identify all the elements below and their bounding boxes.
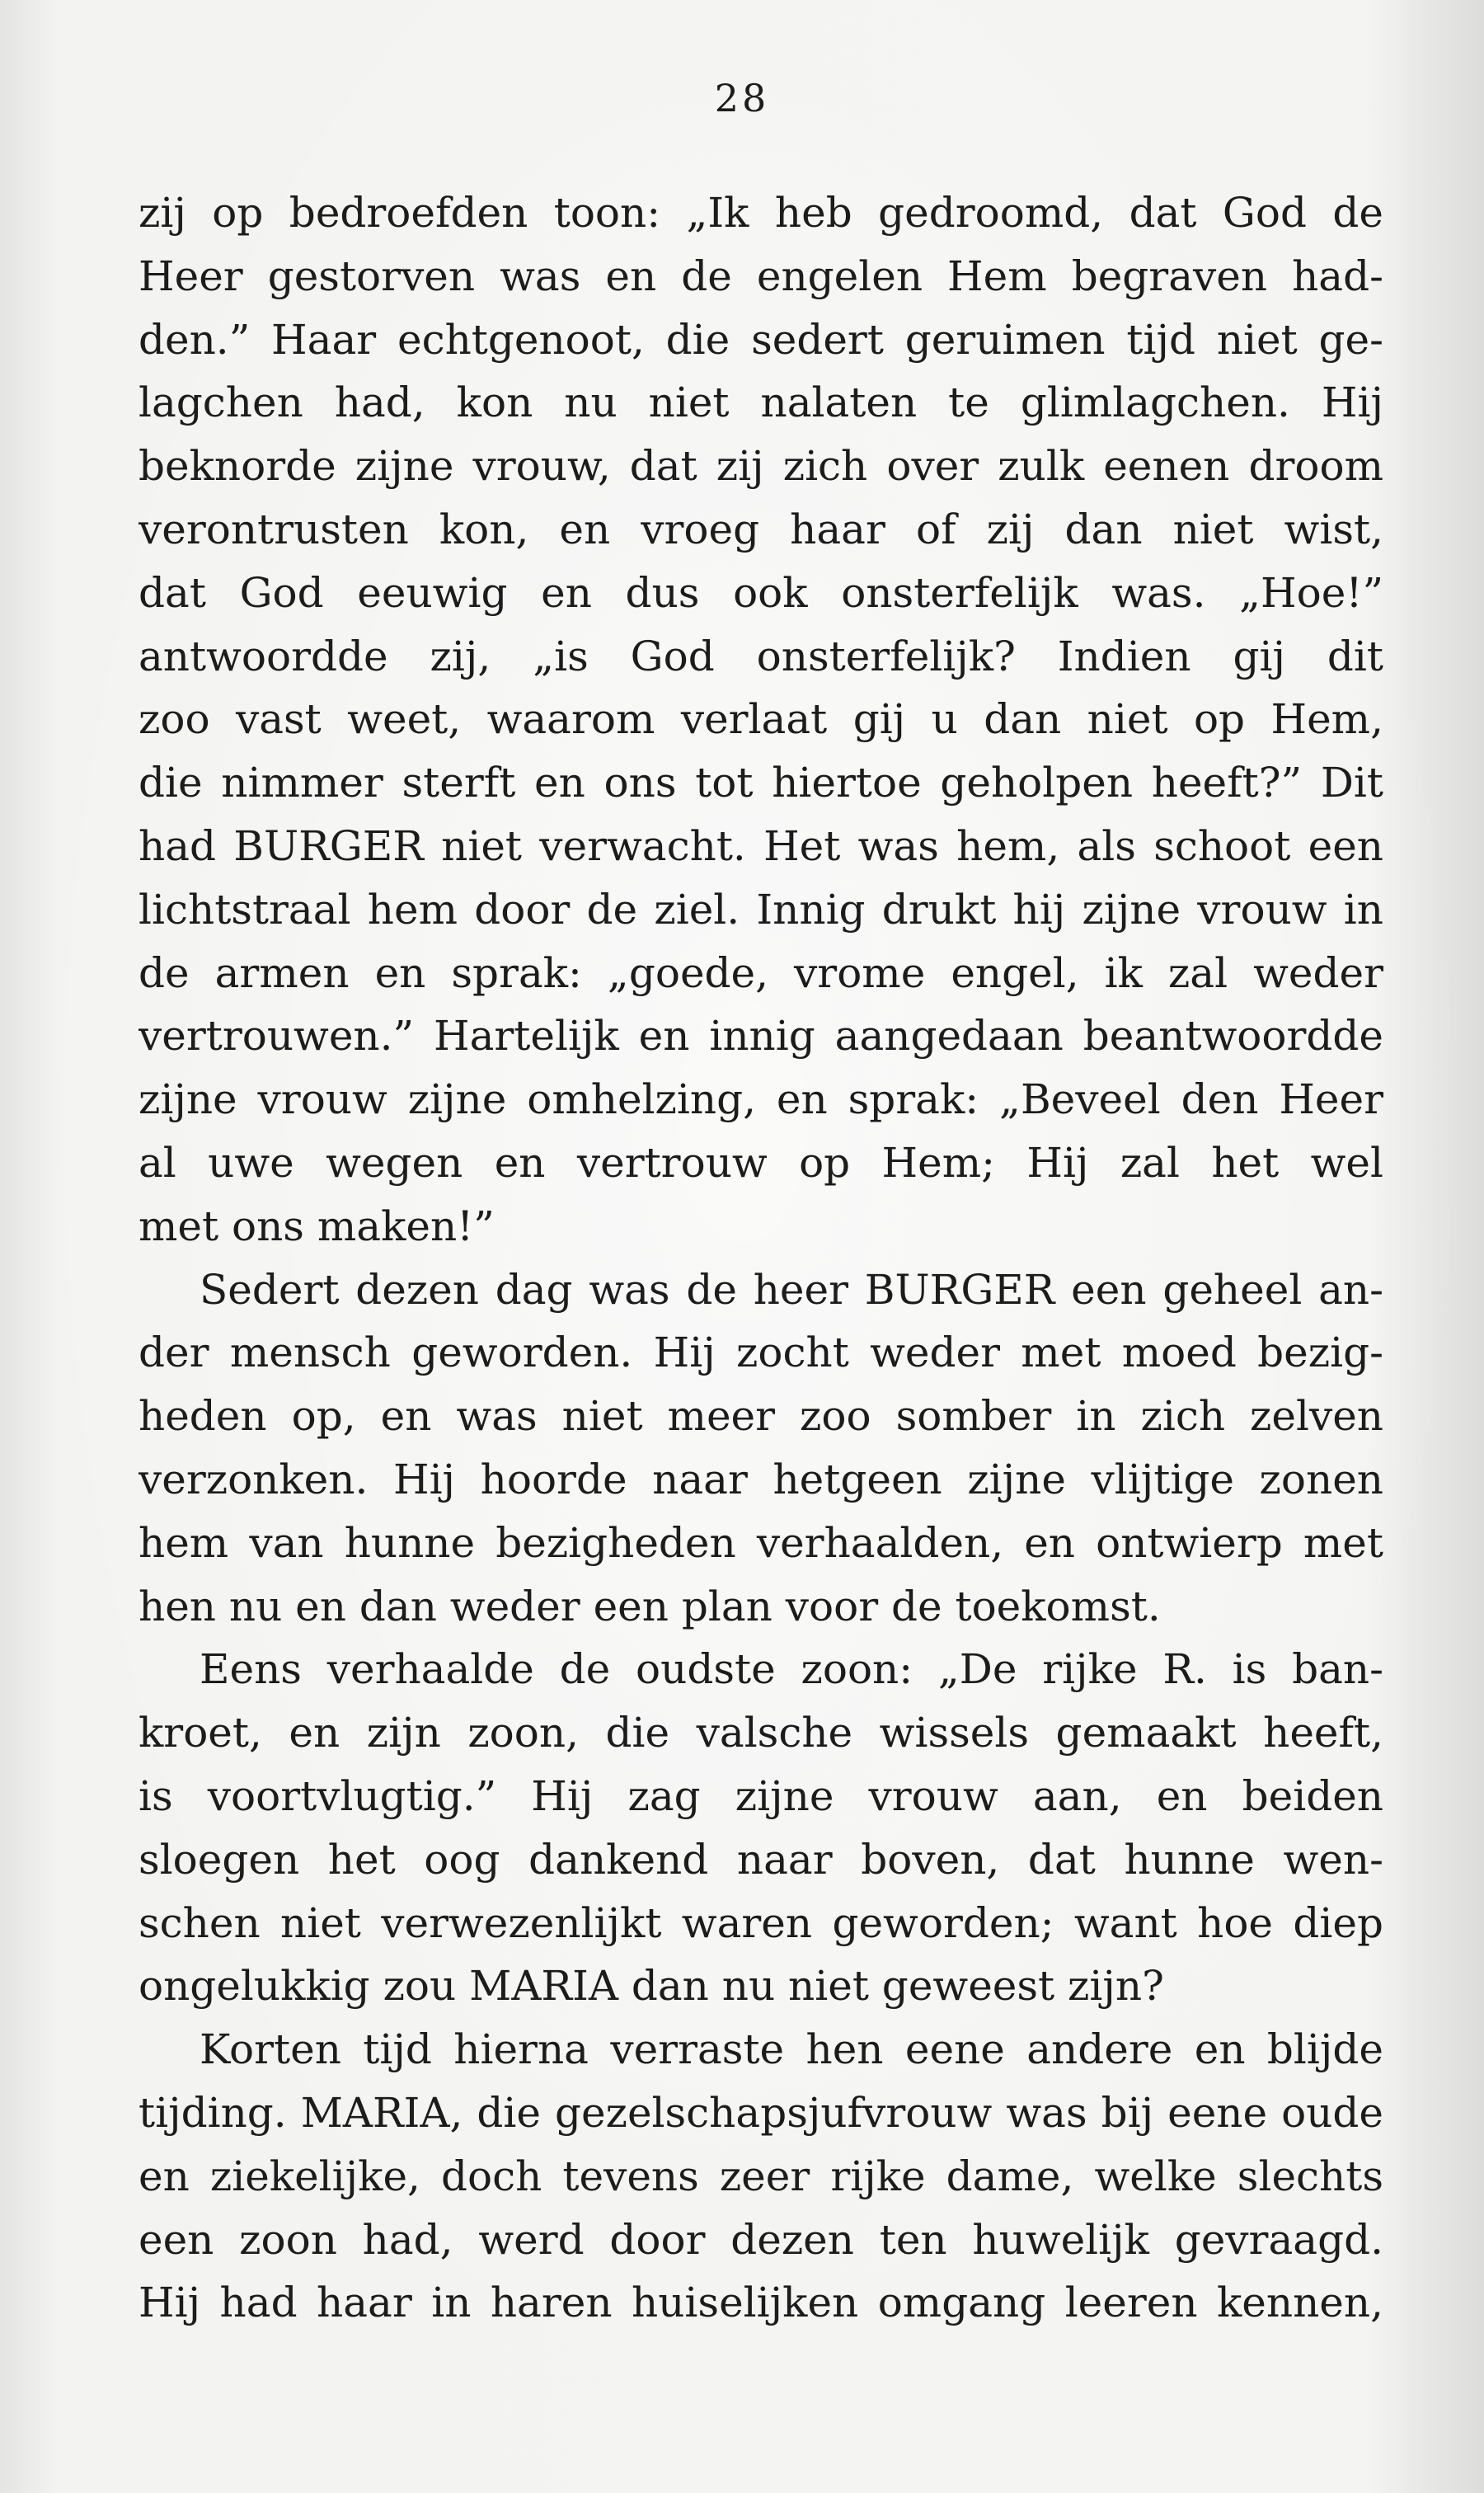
text-line: met ons maken!” xyxy=(139,1202,495,1250)
text-line: had BURGER niet verwacht. Het was hem, als schoot een xyxy=(139,821,1383,870)
text-line: hen nu en dan weder een plan voor de toekomst. xyxy=(139,1582,1161,1630)
text-line: Korten tijd hierna verraste hen eene andere en blijde xyxy=(200,2025,1383,2074)
text-line: en ziekelijke, doch tevens zeer rijke dame, welke slechts xyxy=(139,2152,1383,2200)
text-line: dat God eeuwig en dus ook onsterfelijk was. „Hoe!” xyxy=(139,568,1383,617)
text-line: is voortvlugtig.” Hij zag zijne vrouw aan, en beiden xyxy=(139,1771,1383,1820)
text-line: beknorde zijne vrouw, dat zij zich over zulk eenen droom xyxy=(139,442,1383,491)
text-line: de armen en sprak: „goede, vrome engel, ik zal weder xyxy=(139,948,1383,997)
text-line: antwoordde zij, „is God onsterfelijk? Indien gij dit xyxy=(139,632,1383,680)
text-line: vertrouwen.” Hartelijk en innig aangedaan beantwoordde xyxy=(139,1012,1383,1061)
text-line: der mensch geworden. Hij zocht weder met moed bezig- xyxy=(139,1329,1383,1377)
text-line: sloegen het oog dankend naar boven, dat hunne wen- xyxy=(139,1835,1383,1884)
text-line: heden op, en was niet meer zoo somber in zich zelven xyxy=(139,1392,1383,1441)
text-line: tijding. MARIA, die gezelschapsjufvrouw was bij eene oude xyxy=(139,2088,1383,2137)
text-line: lagchen had, kon nu niet nalaten te glimlagchen. Hij xyxy=(139,379,1383,427)
text-line: zijne vrouw zijne omhelzing, en sprak: „Beveel den Heer xyxy=(139,1075,1383,1124)
text-line: verontrusten kon, en vroeg haar of zij dan niet wist, xyxy=(139,505,1383,553)
text-line: schen niet verwezenlijkt waren geworden; want hoe diep xyxy=(139,1898,1383,1947)
body-text xyxy=(139,181,1383,2335)
text-line: hem van hunne bezigheden verhaalden, en ontwierp met xyxy=(139,1518,1383,1567)
text-line: Hij had haar in haren huiselijken omgang leeren kennen, xyxy=(139,2279,1383,2327)
text-line: lichtstraal hem door de ziel. Innig drukt hij zijne vrouw in xyxy=(139,885,1383,934)
text-line: ongelukkig zou MARIA dan nu niet geweest zijn? xyxy=(139,1962,1164,2011)
text-line: een zoon had, werd door dezen ten huwelijk gevraagd. xyxy=(139,2215,1383,2264)
page-number: 28 xyxy=(714,76,770,120)
text-line: den.” Haar echtgenoot, die sedert geruimen tijd niet ge- xyxy=(139,315,1383,364)
text-line: zij op bedroefden toon: „Ik heb gedroomd, dat God de xyxy=(139,189,1383,237)
text-line: Heer gestorven was en de engelen Hem begraven had- xyxy=(139,252,1383,300)
text-line: verzonken. Hij hoorde naar hetgeen zijne vlijtige zonen xyxy=(139,1455,1383,1503)
text-line: Sedert dezen dag was de heer BURGER een geheel an- xyxy=(200,1265,1383,1314)
text-line: zoo vast weet, waarom verlaat gij u dan niet op Hem, xyxy=(139,695,1383,744)
text-line: al uwe wegen en vertrouw op Hem; Hij zal het wel xyxy=(139,1138,1383,1187)
text-line: die nimmer sterft en ons tot hiertoe geholpen heeft?” Dit xyxy=(139,759,1383,807)
text-line: Eens verhaalde de oudste zoon: „De rijke R. is ban- xyxy=(200,1645,1383,1694)
text-line: kroet, en zijn zoon, die valsche wissels gemaakt heeft, xyxy=(139,1709,1383,1757)
